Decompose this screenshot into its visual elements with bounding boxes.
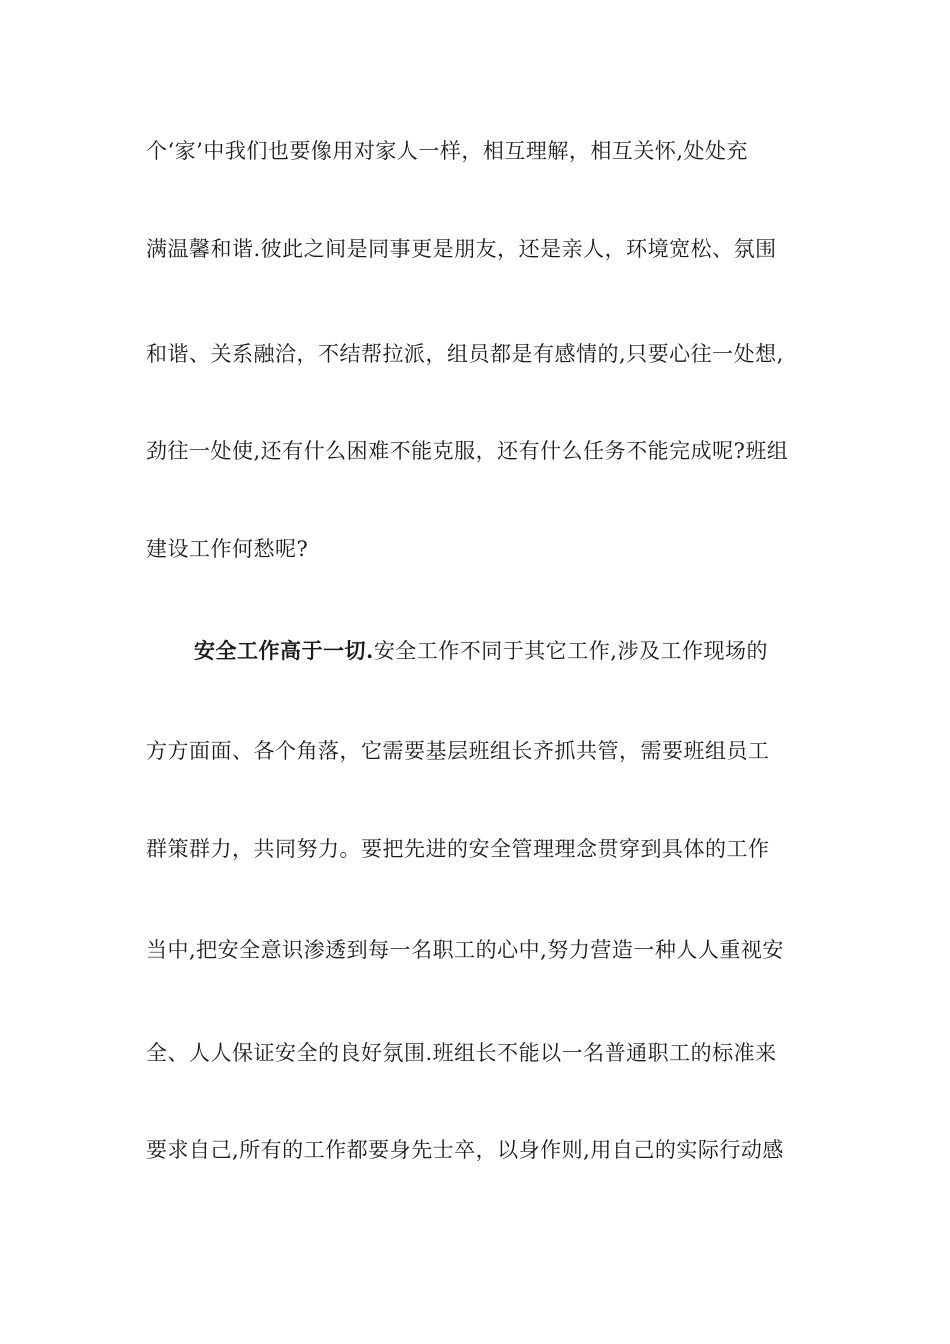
paragraph-1-line-3: 和谐、关系融洽，不结帮拉派，组员都是有感情的,只要心往一处想,: [146, 342, 784, 366]
paragraph-1-line-4: 劲往一处使,还有什么困难不能克服，还有什么任务不能完成呢?班组: [146, 439, 789, 463]
paragraph-2-line-5: 全、人人保证安全的良好氛围.班组长不能以一名普通职工的标准来: [146, 1041, 777, 1065]
paragraph-1-line-1: 个‘家’中我们也要像用对家人一样，相互理解，相互关怀,处处充: [146, 139, 749, 163]
paragraph-1-line-2: 满温馨和谐.彼此之间是同事更是朋友，还是亲人，环境宽松、氛围: [146, 237, 777, 261]
paragraph-2-lead-heading: 安全工作高于一切.: [194, 638, 374, 663]
paragraph-2-line-1: [194, 631, 806, 671]
paragraph-2-line-4: 当中,把安全意识渗透到每一名职工的心中,努力营造一种人人重视安: [146, 938, 784, 962]
paragraph-1-line-5: 建设工作何愁呢?: [146, 537, 309, 561]
paragraph-2-lead-text: 安全工作不同于其它工作,涉及工作现场的: [373, 639, 768, 663]
paragraph-2-line-2: 方方面面、各个角落，它需要基层班组长齐抓共管，需要班组员工: [146, 739, 770, 763]
paragraph-2-line-3: 群策群力，共同努力。要把先进的安全管理理念贯穿到具体的工作: [146, 837, 770, 861]
paragraph-2-line-6: 要求自己,所有的工作都要身先士卒，以身作则,用自己的实际行动感: [146, 1138, 784, 1162]
